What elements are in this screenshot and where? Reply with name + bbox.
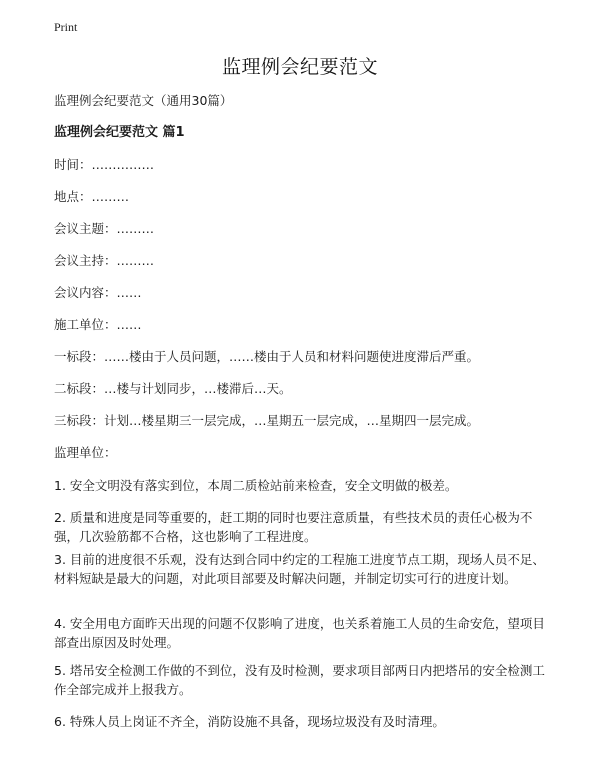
list-item-4: 4. 安全用电方面昨天出现的问题不仅影响了进度，也关系着施工人员的生命安危，望项目部查出原因及时处理。 — [54, 616, 545, 650]
field-section-2: 二标段：…楼与计划同步，…楼滞后…天。 — [54, 381, 292, 396]
document-title: 监理例会纪要范文 — [221, 56, 378, 78]
field-section-1: 一标段：……楼由于人员问题，……楼由于人员和材料问题使进度滞后严重。 — [54, 349, 480, 364]
list-item-1: 1. 安全文明没有落实到位，本周二质检站前来检查，安全文明做的极差。 — [54, 478, 458, 493]
field-topic: 会议主题：……… — [54, 221, 155, 236]
field-contractor: 施工单位：…… — [54, 317, 142, 332]
document-subtitle: 监理例会纪要范文（通用30篇） — [54, 93, 233, 108]
field-supervisor: 监理单位： — [54, 445, 117, 460]
field-section-3: 三标段：计划…楼星期三一层完成，…星期五一层完成，…星期四一层完成。 — [54, 413, 480, 428]
section-heading: 监理例会纪要范文 篇1 — [54, 125, 185, 140]
list-item-6: 6. 特殊人员上岗证不齐全，消防设施不具备，现场垃圾没有及时清理。 — [54, 714, 445, 729]
field-time: 时间：…………… — [54, 157, 155, 172]
field-content: 会议内容：…… — [54, 285, 142, 300]
field-location: 地点：……… — [54, 189, 130, 204]
field-host: 会议主持：……… — [54, 253, 155, 268]
list-item-5: 5. 塔吊安全检测工作做的不到位，没有及时检测，要求项目部两日内把塔吊的安全检测工作全部完成并上报我方。 — [54, 663, 545, 697]
list-item-2: 2. 质量和进度是同等重要的，赶工期的同时也要注意质量，有些技术员的责任心极为不强，几次验筋都不合格，这也影响了工程进度。 — [54, 510, 533, 544]
print-label: Print — [54, 20, 78, 34]
list-item-3: 3. 目前的进度很不乐观，没有达到合同中约定的工程施工进度节点工期，现场人员不足、材料短缺是最大的问题，对此项目部要及时解决问题，并制定切实可行的进度计划。 — [54, 552, 545, 586]
